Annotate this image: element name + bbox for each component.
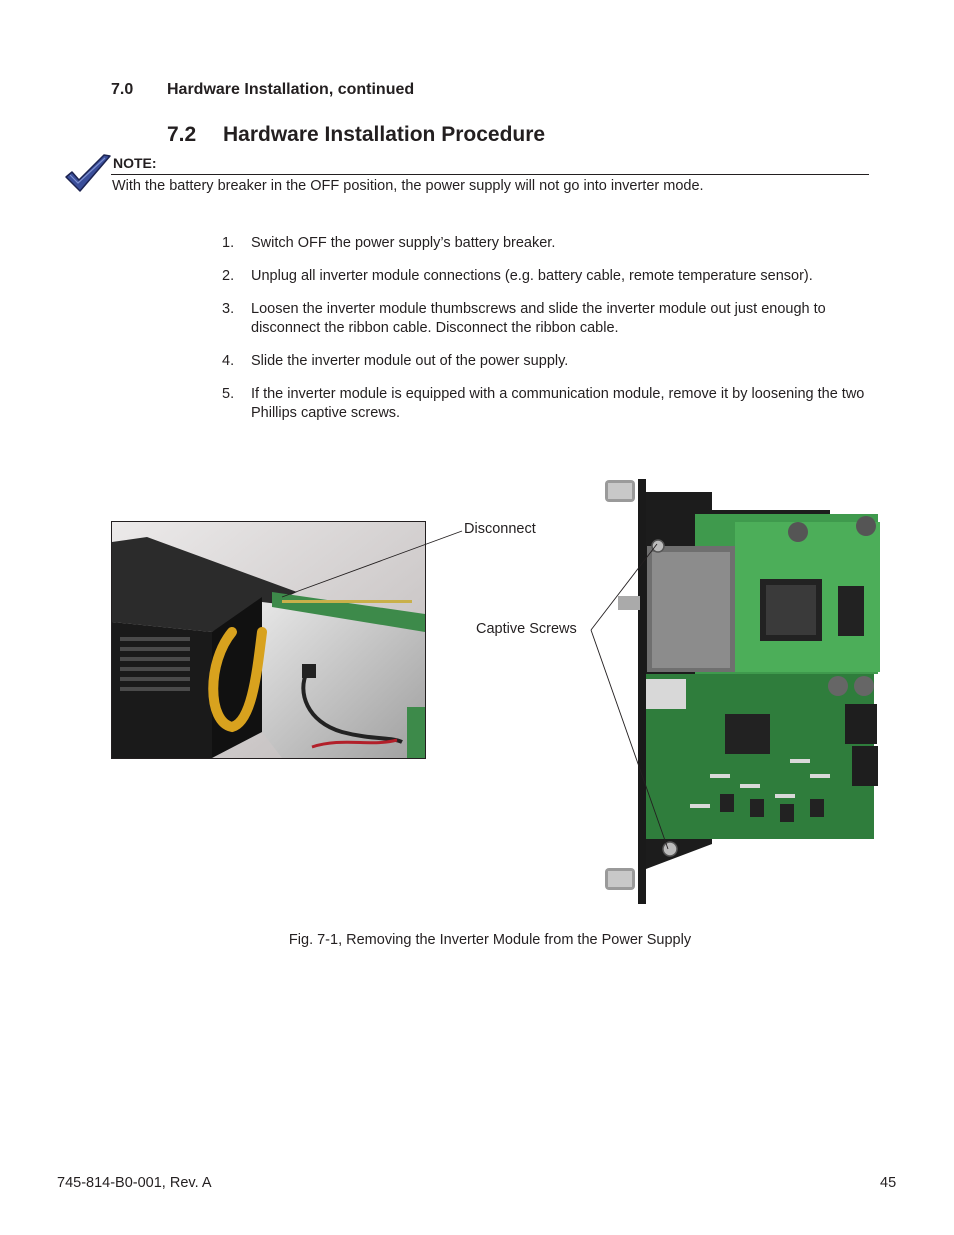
step-number: 3. [222,301,235,317]
thumbscrew-top [605,480,635,502]
checkmark-icon [64,153,112,193]
section-title: Hardware Installation, continued [167,81,415,98]
note-label: NOTE: [113,155,157,171]
inverter-module-photo [600,474,890,906]
list-item [222,385,872,423]
step-text: Unplug all inverter module connections (e.g. battery cable, remote temperature sensor). [251,268,813,284]
page-number: 45 [880,1175,897,1191]
list-item [222,300,872,338]
step-number: 4. [222,353,235,369]
subsection-title: Hardware Installation Procedure [223,123,546,146]
thumbscrew-bottom [605,868,635,890]
list-item [222,352,872,371]
list-item [222,267,872,286]
note-divider [111,174,869,175]
section-number: 7.0 [111,81,134,98]
step-text: Switch OFF the power supply’s battery breaker. [251,235,556,251]
callout-disconnect: Disconnect [464,521,536,537]
power-supply-photo [111,521,426,759]
procedure-steps [222,234,872,437]
step-number: 2. [222,268,235,284]
doc-number: 745-814-B0-001, Rev. A [57,1175,212,1191]
captive-screw-top [652,540,664,552]
step-text: Slide the inverter module out of the power supply. [251,353,569,369]
step-text: If the inverter module is equipped with a communication module, remove it by loosening the two Phillips captive screws. [251,386,865,421]
figure-caption: Fig. 7-1, Removing the Inverter Module from the Power Supply [288,932,692,948]
note-text: With the battery breaker in the OFF position, the power supply will not go into inverter mode. [112,178,704,194]
step-number: 5. [222,386,235,402]
captive-screw-bottom [663,842,677,856]
callout-captive-screws: Captive Screws [476,621,577,637]
list-item [222,234,872,253]
step-text: Loosen the inverter module thumbscrews and slide the inverter module out just enough to disconnect the ribbon cable. Disconnect the ribbon cable. [251,301,826,336]
subsection-number: 7.2 [167,123,197,146]
step-number: 1. [222,235,235,251]
